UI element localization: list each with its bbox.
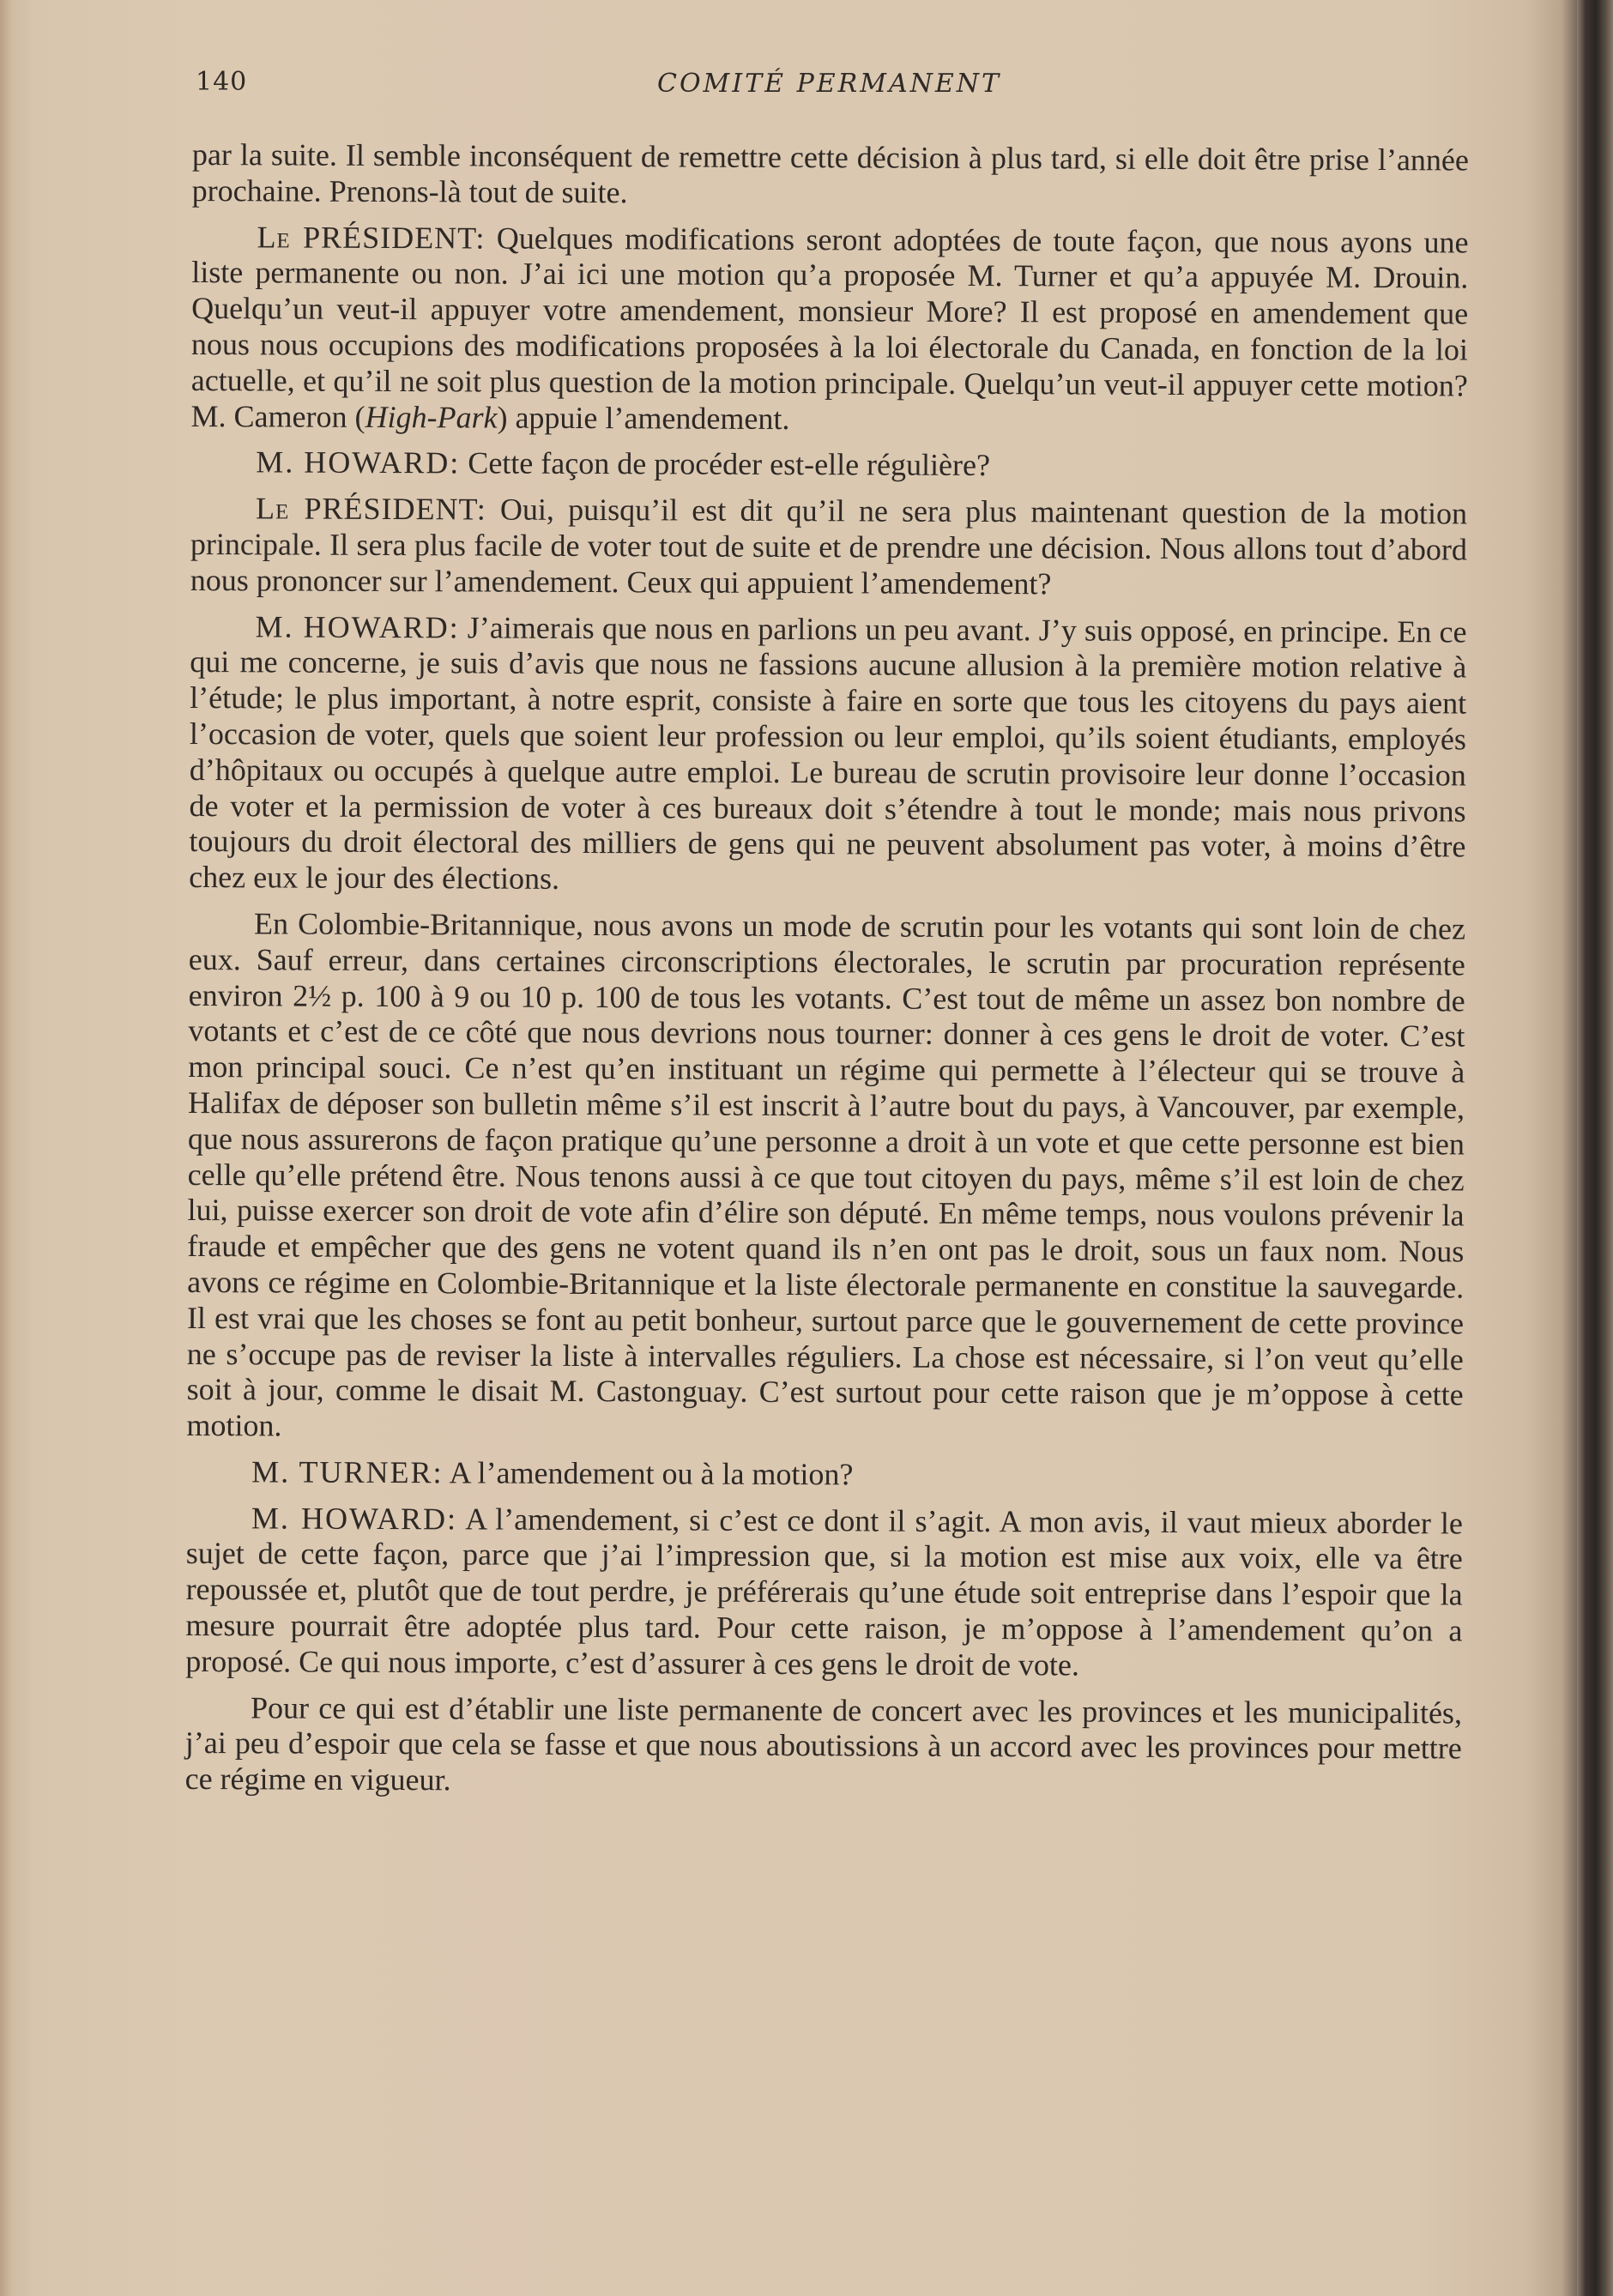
paragraph-text: Pour ce qui est d’établir une liste permanente de concert avec les provinces et les municipalités, j’ai peu d’espoir que cela se fasse et que nous aboutissions à un accord avec les provinces pour mettre ce régime en vigueur. [184,1689,1463,1798]
riding-name: High-Park [365,399,498,435]
paragraph-text: J’aimerais que nous en parlions un peu avant. J’y suis opposé, en principe. En ce qui me concerne, je suis d’avis que nous ne fassions aucune allusion à la première motion relative à l’étude; le plus important, à notre esprit, consiste à faire en sorte que tous les citoyens du pays aient l’occasion de voter, quels que soient leur profession ou leur emploi, qu’ils soient étudiants, employés d’hôpitaux ou occupés à quelque autre emploi. Le bureau de scrutin provisoire leur donne l’occasion de voter et la permission de voter à ces bureaux doit s’étendre à tout le monde; mais nous privons toujours du droit électoral des milliers de gens qui ne peuvent absolument pas voter, à moins d’être chez eux le jour des élections. [189,609,1467,897]
speaker-label: M. HOWARD: [255,608,460,644]
paragraph-7 [186,1454,1463,1495]
paragraph-9 [185,1690,1463,1804]
paragraph-3 [190,444,1467,486]
paragraph-text: En Colombie-Britannique, nous avons un mode de scrutin pour les votants qui sont loin de chez eux. Sauf erreur, dans certaines circonscriptions électorales, le scrutin par procuration représente environ 2½ p. 100 à 9 ou 10 p. 100 de tous les votants. C’est tout de même un assez bon nombre de votants et c’est de ce côté que nous devrions nous tourner: donner à ces gens le droit de voter. C’est mon principal souci. Ce n’est qu’en instituant un régime qui permette à l’électeur qui se trouve à Halifax de déposer son bulletin même s’il est inscrit à l’autre bout du pays, à Vancouver, par exemple, que nous assurerons de façon pratique qu’une personne a droit à un vote et que cette personne est bien celle qu’elle prétend être. Nous tenons aussi à ce que tout citoyen du pays, même s’il est loin de chez lui, puisse exercer son droit de vote afin d’élire son député. En même temps, nous voulons prévenir la fraude et empêcher que des gens ne votent quand ils n’en ont pas le droit, sous un faux nom. Nous avons ce régime en Colombie-Britannique et la liste électorale permanente en constitue la sauvegarde. Il est vrai que les choses se font au petit bonheur, surtout parce que le gouvernement de cette province ne s’occupe pas de reviser la liste à intervalles réguliers. La chose est nécessaire, si l’on veut qu’elle soit à jour, comme le disait M. Castonguay. C’est surtout pour cette raison que je m’oppose à cette motion. [186,906,1466,1443]
paragraph-text: Quelques modifications seront adoptées de toute façon, que nous ayons une liste permanente ou non. J’ai ici une motion qu’a proposée M. Turner et qu’a appuyée M. Drouin. Quelqu’un veut-il appuyer votre amendement, monsieur More? Il est proposé en amendement que nous nous occupions des modifications proposées à la loi électorale du Canada, en fonction de la loi actuelle, et qu’il ne soit plus question de la motion principale. Quelqu’un veut-il appuyer cette motion? M. Cameron ( [190,221,1469,434]
page-header [196,67,1483,110]
paragraph-text-after: ) appuie l’amendement. [497,400,790,436]
paragraph-text: A l’amendement, si c’est ce dont il s’agit. A mon avis, il vaut mieux aborder le sujet de cette façon, parce que j’ai l’impression que, si la motion est mise aux voix, elle va être repoussée et, plutôt que de tout perdre, je préférerais qu’une étude soit entreprise dans l’espoir que la mesure pourrait être adoptée plus tard. Pour cette raison, je m’oppose à l’amendement qu’on a proposé. Ce qui nous importe, c’est d’assurer à ces gens le droit de vote. [185,1501,1464,1683]
speaker-label: Le PRÉSIDENT: [256,491,486,527]
paragraph-5 [189,609,1466,902]
body-text [185,137,1469,1814]
book-binding [1577,0,1613,2296]
paragraph-text: A l’amendement ou à la motion? [443,1455,854,1492]
speaker-label: Le PRÉSIDENT: [257,219,486,256]
speaker-label: M. TURNER: [251,1454,444,1490]
speaker-label: M. HOWARD: [256,444,461,480]
paragraph-text: Oui, puisqu’il est dit qu’il ne sera plus maintenant question de la motion principale. Il sera plus facile de voter tout de suite et de prendre une décision. Nous allons tout d’abord nous prononcer sur l’amendement. Ceux qui appuient l’amendement? [190,492,1468,601]
paragraph-8 [185,1501,1463,1685]
paragraph-text: par la suite. Il semble inconséquent de remettre cette décision à plus tard, si elle doit être prise l’année prochaine. Prenons-là tout de suite. [191,137,1469,210]
paragraph-1 [192,137,1469,214]
running-title: COMITÉ PERMANENT [657,69,1002,99]
speaker-label: M. HOWARD: [251,1501,458,1537]
paragraph-6 [186,906,1465,1449]
paragraph-text: Cette façon de procéder est-elle régulière? [460,445,991,483]
page-left-edge [0,0,12,2296]
page-number: 140 [196,67,248,97]
paragraph-4 [190,491,1468,604]
paragraph-2 [190,220,1468,440]
